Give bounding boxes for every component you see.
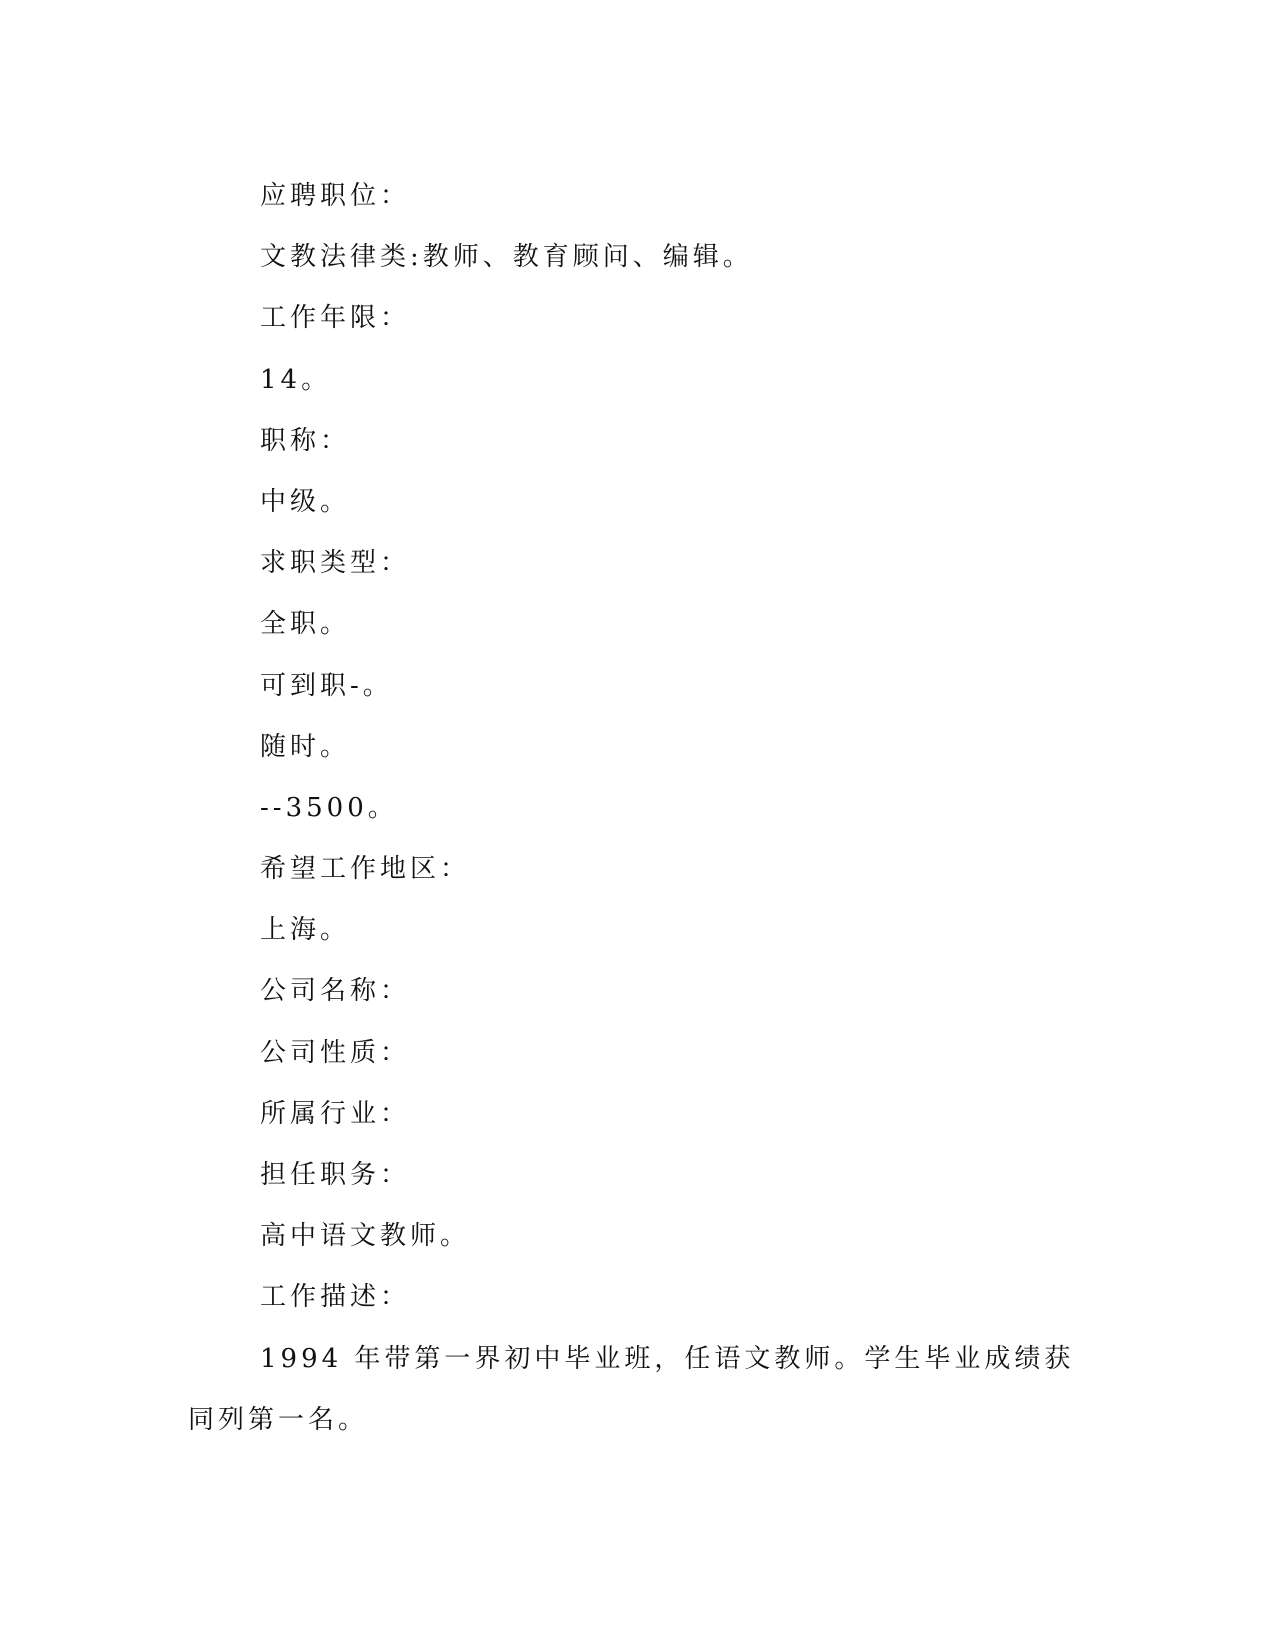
- text-line: 担任职务：: [260, 1160, 411, 1190]
- text-line: 工作描述：: [260, 1282, 411, 1313]
- text-line: 所属行业：: [260, 1098, 411, 1129]
- text-line: 14。: [260, 364, 332, 395]
- text-line: --3500。: [260, 792, 398, 823]
- work-description-paragraph: 1994 年带第一界初中毕业班，任语文教师。学生毕业成绩获同列第一名。: [188, 1343, 1075, 1435]
- text-line: 高中语文教师。: [260, 1221, 471, 1252]
- text-line: 希望工作地区：: [260, 854, 471, 885]
- text-line: 可到职-。: [260, 670, 393, 701]
- text-line: 应聘职位：: [260, 181, 411, 211]
- text-line: 工作年限：: [260, 303, 411, 334]
- text-line: 职称：: [260, 425, 351, 456]
- text-line: 上海。: [260, 915, 351, 946]
- text-line: 文教法律类:教师、教育顾问、编辑。: [260, 242, 753, 273]
- text-line: 公司性质：: [260, 1037, 411, 1068]
- text-line: 求职类型：: [260, 548, 411, 579]
- text-line: 公司名称：: [260, 976, 411, 1007]
- text-line: 随时。: [260, 731, 351, 762]
- text-line: 中级。: [260, 486, 351, 517]
- text-line: 全职。: [260, 609, 351, 640]
- document-body: [188, 166, 1088, 1451]
